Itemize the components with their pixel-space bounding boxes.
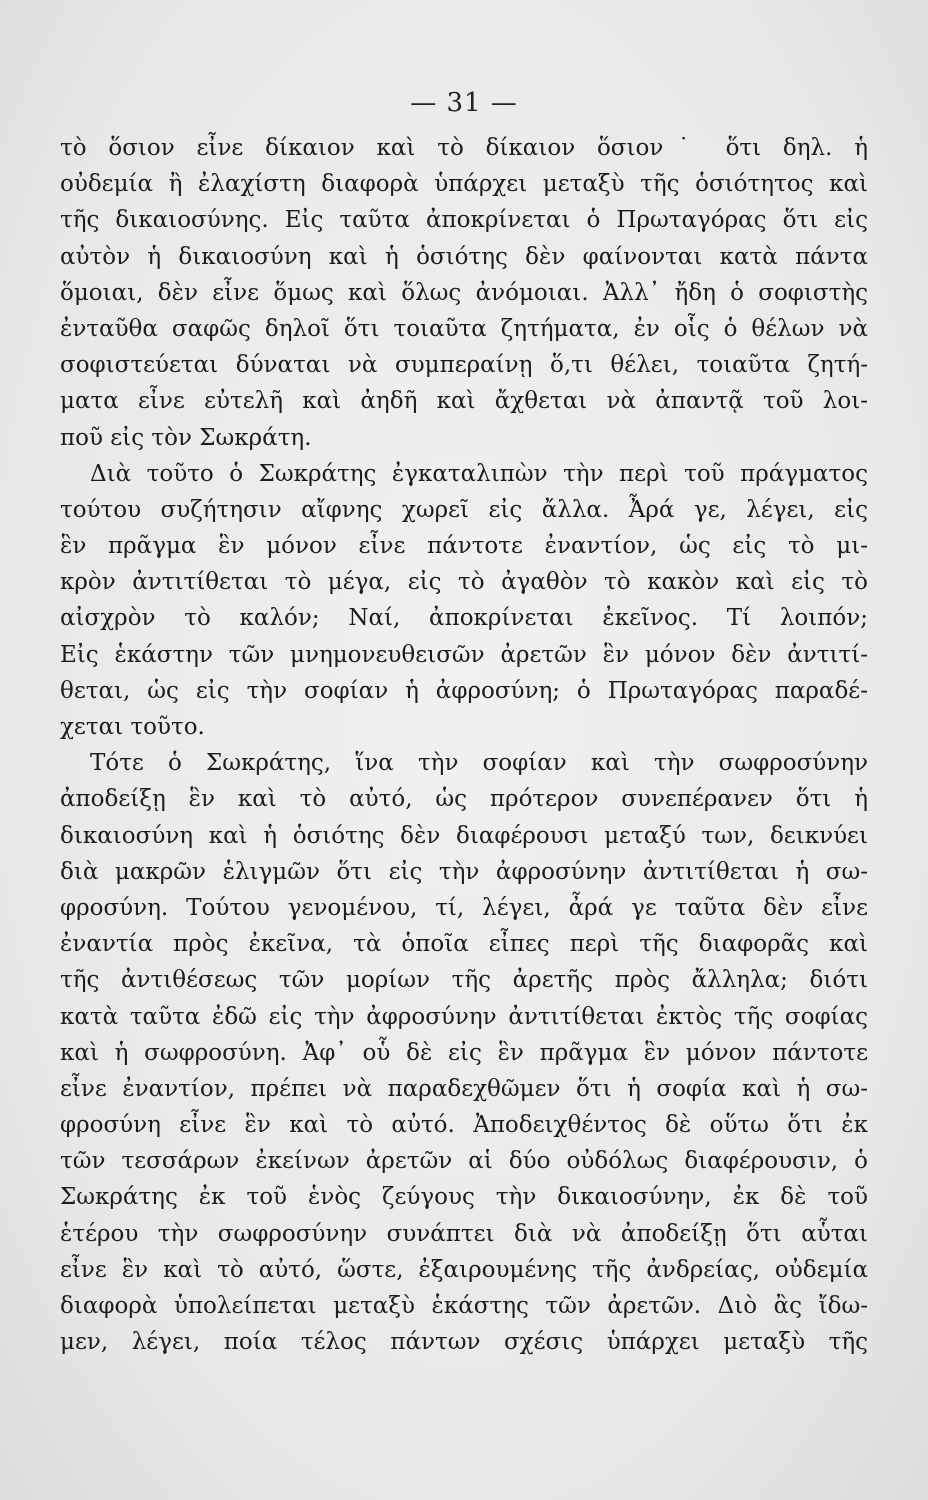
text-line: ἓν πρᾶγμα ἓν μόνον εἶνε πάντοτε ἐναντίον, ὡς εἰς τὸ μι- xyxy=(60,533,868,560)
text-line: ἑτέρου τὴν σωφροσύνην συνάπτει διὰ νὰ ἀποδείξῃ ὅτι αὗται xyxy=(60,1220,868,1247)
text-line: ματα εἶνε εὐτελῆ καὶ ἀηδῆ καὶ ἄχθεται νὰ ἀπαντᾷ τοῦ λοι- xyxy=(60,388,868,415)
text-line: τῶν τεσσάρων ἐκείνων ἀρετῶν αἱ δύο οὐδόλως διαφέρουσιν, ὁ xyxy=(60,1148,868,1175)
text-line: χεται τοῦτο. xyxy=(60,714,205,740)
text-line: αὐτὸν ἡ δικαιοσύνη καὶ ἡ ὁσιότης δὲν φαίνονται κατὰ πάντα xyxy=(60,243,868,270)
text-line: ἐνταῦθα σαφῶς δηλοῖ ὅτι τοιαῦτα ζητήματα, ἐν οἷς ὁ θέλων νὰ xyxy=(60,315,868,342)
text-line: μεν, λέγει, ποία τέλος πάντων σχέσις ὑπάρχει μεταξὺ τῆς xyxy=(60,1329,868,1356)
text-line: εἶνε ἓν καὶ τὸ αὐτό, ὥστε, ἐξαιρουμένης τῆς ἀνδρείας, οὐδεμία xyxy=(60,1256,868,1283)
text-line: τῆς δικαιοσύνης. Εἰς ταῦτα ἀποκρίνεται ὁ Πρωταγόρας ὅτι εἰς xyxy=(60,207,868,234)
page-number: — 31 — xyxy=(410,88,518,118)
text-line: καὶ ἡ σωφροσύνη. Ἀφ᾽ οὗ δὲ εἰς ἓν πρᾶγμα ἓν μόνον πάντοτε xyxy=(60,1039,868,1066)
text-line: αἰσχρὸν τὸ καλόν; Ναί, ἀποκρίνεται ἐκεῖνος. Τί λοιπόν; xyxy=(60,605,868,632)
text-line: φροσύνη. Τούτου γενομένου, τί, λέγει, ἆρά γε ταῦτα δὲν εἶνε xyxy=(60,894,868,921)
text-line: ποῦ εἰς τὸν Σωκράτη. xyxy=(60,424,312,451)
text-line: θεται, ὡς εἰς τὴν σοφίαν ἡ ἀφροσύνη; ὁ Πρωταγόρας παραδέ- xyxy=(60,677,868,704)
text-line: δικαιοσύνη καὶ ἡ ὁσιότης δὲν διαφέρουσι μεταξύ των, δεικνύει xyxy=(60,822,868,849)
body-text xyxy=(60,130,868,1360)
text-line: ἀποδείξῃ ἓν καὶ τὸ αὐτό, ὡς πρότερον συνεπέρανεν ὅτι ἡ xyxy=(60,786,868,813)
text-line: κατὰ ταῦτα ἐδῶ εἰς τὴν ἀφροσύνην ἀντιτίθεται ἐκτὸς τῆς σοφίας xyxy=(60,1003,868,1030)
text-line: φροσύνη εἶνε ἓν καὶ τὸ αὐτό. Ἀποδειχθέντος δὲ οὕτω ὅτι ἐκ xyxy=(60,1112,868,1139)
text-line: ἐναντία πρὸς ἐκεῖνα, τὰ ὁποῖα εἶπες περὶ τῆς διαφορᾶς καὶ xyxy=(60,931,868,958)
text-line: διὰ μακρῶν ἑλιγμῶν ὅτι εἰς τὴν ἀφροσύνην ἀντιτίθεται ἡ σω- xyxy=(60,858,868,885)
text-line: Διὰ τοῦτο ὁ Σωκράτης ἐγκαταλιπὼν τὴν περὶ τοῦ πράγματος xyxy=(90,460,868,487)
text-line: Σωκράτης ἐκ τοῦ ἑνὸς ζεύγους τὴν δικαιοσύνην, ἐκ δὲ τοῦ xyxy=(60,1184,868,1211)
text-line: διαφορὰ ὑπολείπεται μεταξὺ ἑκάστης τῶν ἀρετῶν. Διὸ ἂς ἴδω- xyxy=(60,1293,868,1319)
text-line: σοφιστεύεται δύναται νὰ συμπεραίνῃ ὅ,τι θέλει, τοιαῦτα ζητή- xyxy=(60,352,868,379)
text-line: κρὸν ἀντιτίθεται τὸ μέγα, εἰς τὸ ἀγαθὸν τὸ κακὸν καὶ εἰς τὸ xyxy=(60,569,868,596)
text-line: τῆς ἀντιθέσεως τῶν μορίων τῆς ἀρετῆς πρὸς ἄλληλα; διότι xyxy=(60,967,868,994)
text-line: ὅμοιαι, δὲν εἶνε ὅμως καὶ ὅλως ἀνόμοιαι. Ἀλλ᾽ ἤδη ὁ σοφιστὴς xyxy=(60,279,868,306)
text-line: τούτου συζήτησιν αἴφνης χωρεῖ εἰς ἄλλα. Ἆρά γε, λέγει, εἰς xyxy=(60,496,868,523)
text-line: Τότε ὁ Σωκράτης, ἵνα τὴν σοφίαν καὶ τὴν σωφροσύνην xyxy=(90,750,868,777)
text-line: τὸ ὅσιον εἶνε δίκαιον καὶ τὸ δίκαιον ὅσιον˙ ὅτι δηλ. ἡ xyxy=(60,135,868,161)
text-line: Εἰς ἑκάστην τῶν μνημονευθεισῶν ἀρετῶν ἓν μόνον δὲν ἀντιτί- xyxy=(60,641,868,668)
text-line: οὐδεμία ἢ ἐλαχίστη διαφορὰ ὑπάρχει μεταξὺ τῆς ὁσιότητος καὶ xyxy=(60,171,868,198)
text-line: εἶνε ἐναντίον, πρέπει νὰ παραδεχθῶμεν ὅτι ἡ σοφία καὶ ἡ σω- xyxy=(60,1075,868,1102)
